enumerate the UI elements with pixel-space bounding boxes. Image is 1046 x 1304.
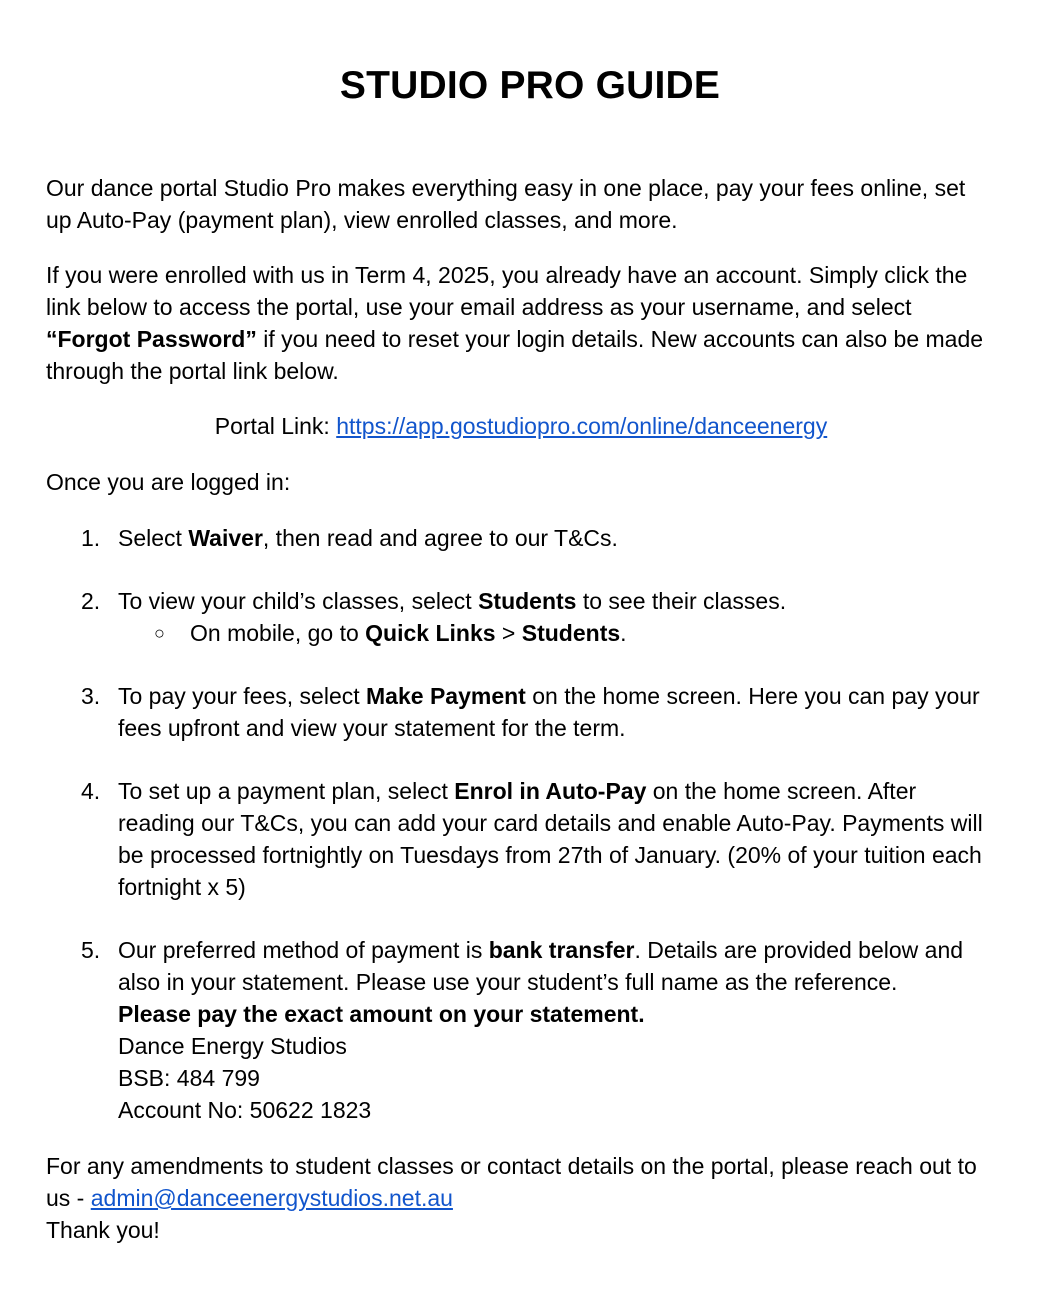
step-2-sub-item — [118, 617, 996, 649]
page-title: STUDIO PRO GUIDE — [339, 64, 721, 107]
step-text: To set up a payment plan, select — [118, 778, 455, 804]
step-1 — [46, 522, 996, 554]
closing-text: For any amendments to student classes or contact details on the portal, please reach out to us - — [46, 1153, 977, 1211]
bank-name: Dance Energy Studios — [118, 1033, 347, 1059]
step-bold-text: Make Payment — [366, 683, 526, 709]
step-text: To view your child’s classes, select — [118, 588, 479, 614]
bank-bsb: BSB: 484 799 — [118, 1065, 260, 1091]
intro-paragraph: Our dance portal Studio Pro makes everything easy in one place, pay your fees online, set up Auto-Pay (payment plan), view enrolled classes, and more. — [46, 175, 966, 233]
account-paragraph — [46, 259, 996, 387]
sub-text: On mobile, go to — [190, 620, 366, 646]
step-4 — [46, 775, 996, 903]
step-text: . Details are provided below and also in your statement. Please use your student’s full name as the reference. — [118, 937, 964, 995]
account-text-after: if you need to reset your login details. New accounts can also be made through the portal link below. — [46, 326, 984, 384]
step-bold-text: Waiver — [188, 525, 263, 551]
once-logged-in-text: Once you are logged in: — [46, 469, 291, 495]
step-number: 4. — [81, 778, 101, 804]
closing-paragraph — [46, 1150, 996, 1246]
step-text: on the home screen. After reading our T&Cs, you can add your card details and enable Auto-Pay. Payments will be processed fortnightly on Tuesdays from 27th of January. (20% of your tuition each fortnight x 5) — [118, 778, 983, 900]
payment-emphasis — [118, 998, 996, 1030]
steps-list — [46, 522, 996, 1126]
portal-link-line — [46, 410, 996, 442]
bank-account-number: Account No: 50622 1823 — [118, 1097, 372, 1123]
step-number: 1. — [81, 525, 101, 551]
step-bold-text: Students — [478, 588, 577, 614]
step-5 — [46, 934, 996, 1126]
sub-text: . — [620, 620, 627, 646]
payment-emphasis-text: Please pay the exact amount on your statement. — [118, 1001, 645, 1027]
step-number: 2. — [81, 588, 101, 614]
document-page — [46, 0, 996, 1246]
step-2 — [46, 585, 996, 649]
step-text: Select — [118, 525, 189, 551]
sub-bold-text: Quick Links — [365, 620, 496, 646]
sub-bold-text: Students — [521, 620, 621, 646]
step-text: Our preferred method of payment is — [118, 937, 489, 963]
step-text: on the home screen. Here you can pay your fees upfront and view your statement for the term. — [118, 683, 980, 741]
step-3 — [46, 680, 996, 744]
contact-email-link[interactable]: admin@danceenergystudios.net.au — [90, 1185, 453, 1211]
account-text-before: If you were enrolled with us in Term 4, 2025, you already have an account. Simply click the link below to access the portal, use your email address as your username, and select — [46, 262, 968, 320]
forgot-password-text: “Forgot Password” — [46, 326, 257, 352]
portal-link[interactable]: https://app.gostudiopro.com/online/danceenergy — [336, 413, 828, 439]
sub-text: > — [495, 620, 522, 646]
step-text: , then read and agree to our T&Cs. — [262, 525, 618, 551]
thank-you-text: Thank you! — [46, 1217, 160, 1243]
step-bold-text: bank transfer — [488, 937, 635, 963]
hollow-bullet-icon: ○ — [154, 623, 165, 643]
step-text: to see their classes. — [576, 588, 787, 614]
step-text: To pay your fees, select — [118, 683, 367, 709]
step-number: 3. — [81, 683, 101, 709]
step-bold-text: Enrol in Auto-Pay — [454, 778, 647, 804]
step-number: 5. — [81, 937, 101, 963]
portal-link-label: Portal Link: — [214, 413, 337, 439]
